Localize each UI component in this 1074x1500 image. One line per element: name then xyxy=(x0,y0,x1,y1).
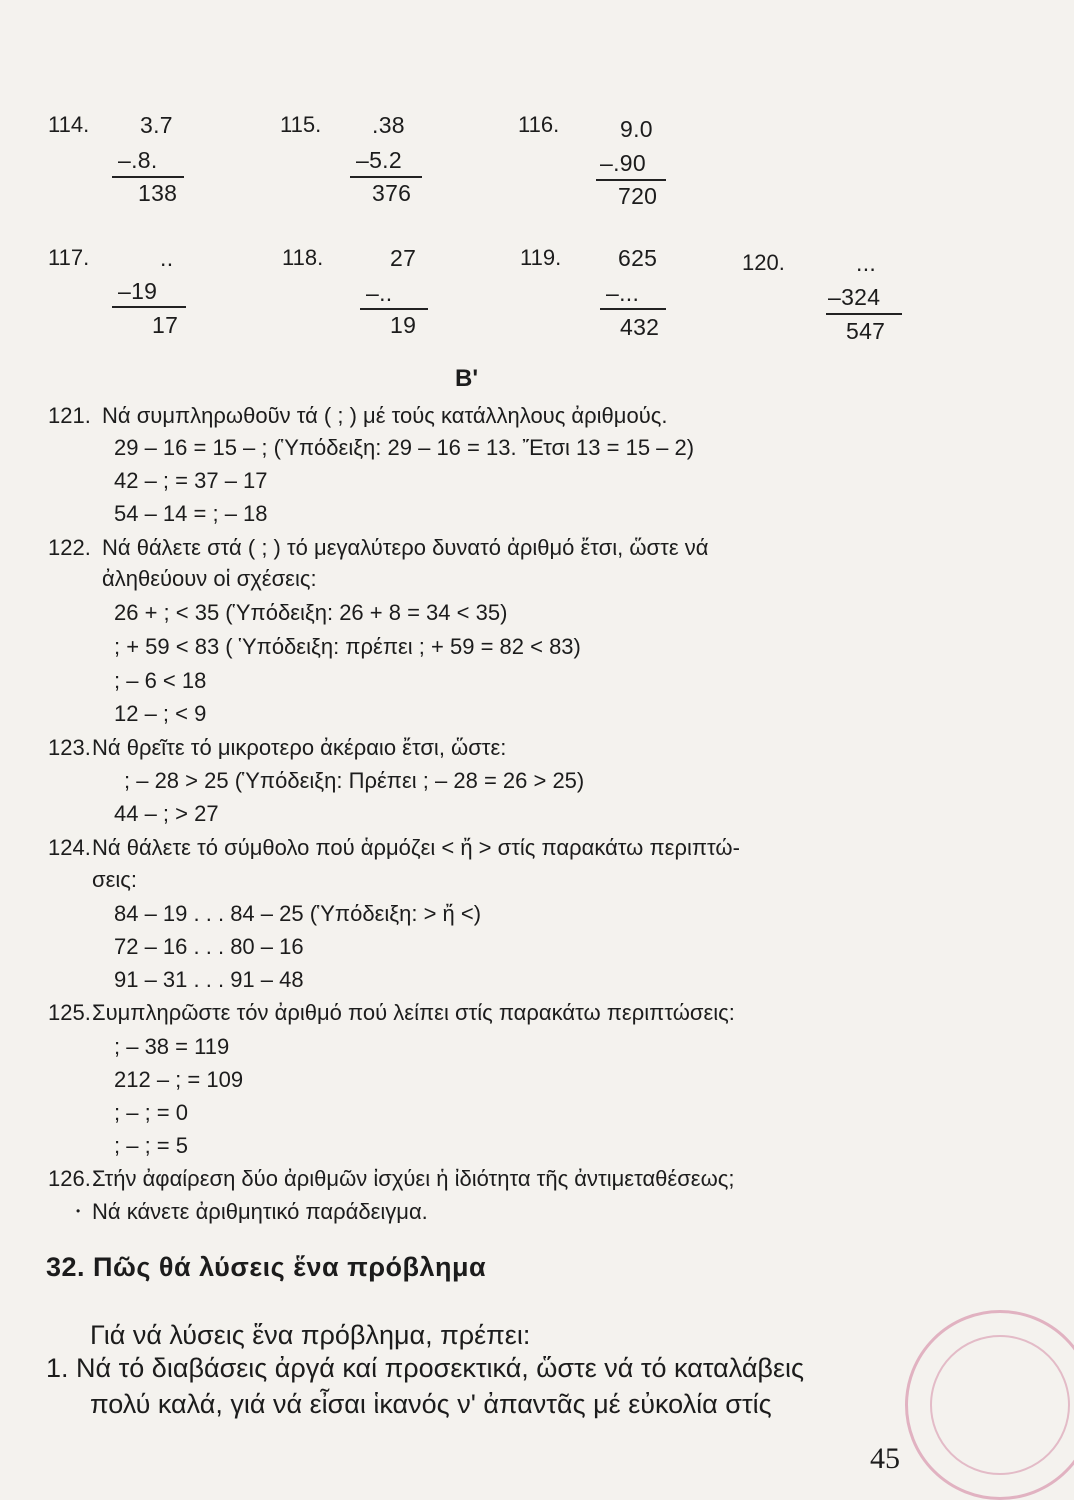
problem-115-rule xyxy=(350,176,422,178)
ex121-line-1: 29 – 16 = 15 – ; (Ὑπόδειξη: 29 – 16 = 13. Ἔτσι 13 = 15 – 2) xyxy=(114,435,695,460)
ex124-line-2: 72 – 16 . . . 80 – 16 xyxy=(114,934,304,959)
section-32-title: 32. Πῶς θά λύσεις ἕνα πρόβλημα xyxy=(46,1252,487,1282)
problem-116-rule xyxy=(596,179,666,181)
problem-116-top: 9.0 xyxy=(620,116,653,142)
problem-116-result: 720 xyxy=(618,183,658,209)
ex123-number: 123. xyxy=(48,735,91,760)
ex125-line-3: ; – ; = 0 xyxy=(114,1100,188,1125)
ex123-text: Νά θρεῖτε τό μικροτερο ἀκέραιο ἔτσι, ὥστε: xyxy=(92,735,507,760)
problem-117-rule xyxy=(112,306,186,308)
ex124-text-1: Νά θάλετε τό σύμθολο πού ἁρμόζει < ἤ > στίς παρακάτω περιπτώ- xyxy=(92,835,740,860)
problem-114-rule xyxy=(112,176,184,178)
problem-115-subtrahend: –5.2 xyxy=(356,147,402,173)
ex122-line-4: 12 – ; < 9 xyxy=(114,701,207,726)
problem-120-result: 547 xyxy=(846,318,886,344)
problem-119-subtrahend: –... xyxy=(606,280,640,306)
ex122-line-3: ; – 6 < 18 xyxy=(114,668,207,693)
section-b-heading: Β' xyxy=(455,365,479,392)
ex122-line-2: ; + 59 < 83 ( Ὑπόδειξη: πρέπει ; + 59 = 82 < 83) xyxy=(114,634,581,659)
library-seal-stamp xyxy=(905,1310,1074,1500)
problem-118-subtrahend: –.. xyxy=(366,280,393,306)
problem-114-number: 114. xyxy=(48,112,90,137)
ex126-text-1: Στήν ἀφαίρεση δύο ἀριθμῶν ἰσχύει ἡ ἰδιότητα τῆς ἀντιμεταθέσεως; xyxy=(92,1166,735,1191)
ex122-text-2: ἀληθεύουν οἱ σχέσεις: xyxy=(102,566,317,591)
problem-114-top: 3.7 xyxy=(140,112,173,138)
bullet-dot-icon: • xyxy=(76,1204,81,1218)
problem-119-number: 119. xyxy=(520,245,562,270)
page-number: 45 xyxy=(870,1442,900,1475)
section-32-intro: Γιά νά λύσεις ἕνα πρόβλημα, πρέπει: xyxy=(90,1320,531,1350)
problem-117-subtrahend: –19 xyxy=(118,278,158,304)
problem-120-top: ... xyxy=(856,250,877,276)
problem-120-rule xyxy=(826,313,902,315)
problem-118-number: 118. xyxy=(282,245,324,270)
problem-116-subtrahend: –.90 xyxy=(600,150,646,176)
ex121-line-3: 54 – 14 = ; – 18 xyxy=(114,501,268,526)
problem-119-rule xyxy=(600,308,666,310)
ex125-number: 125. xyxy=(48,1000,91,1025)
problem-120-subtrahend: –324 xyxy=(828,284,881,310)
ex125-line-4: ; – ; = 5 xyxy=(114,1133,188,1158)
problem-115-result: 376 xyxy=(372,180,412,206)
ex126-text-2: Νά κάνετε ἀριθμητικό παράδειγμα. xyxy=(92,1199,428,1224)
problem-120-number: 120. xyxy=(742,250,785,275)
ex122-text-1: Νά θάλετε στά ( ; ) τό μεγαλύτερο δυνατό ἀριθμό ἔτσι, ὥστε νά xyxy=(102,535,709,560)
problem-117-result: 17 xyxy=(152,312,179,338)
problem-114-subtrahend: –.8. xyxy=(118,147,158,173)
problem-116-number: 116. xyxy=(518,112,560,137)
problem-117-top: .. xyxy=(160,245,174,271)
ex123-line-1: ; – 28 > 25 (Ὑπόδειξη: Πρέπει ; – 28 = 26 > 25) xyxy=(124,768,585,793)
section-32-item-1-line-1: 1. Νά τό διαβάσεις ἀργά καί προσεκτικά, ὥστε νά τό καταλάβεις xyxy=(46,1353,805,1383)
ex124-line-3: 91 – 31 . . . 91 – 48 xyxy=(114,967,304,992)
ex124-text-2: σεις: xyxy=(92,867,137,892)
ex126-number: 126. xyxy=(48,1166,91,1191)
section-32-item-1-line-2: πολύ καλά, γιά νά εἶσαι ἱκανός ν' ἀπαντᾶς μέ εὐκολία στίς xyxy=(90,1389,772,1419)
ex124-line-1: 84 – 19 . . . 84 – 25 (Ὑπόδειξη: > ἤ <) xyxy=(114,901,482,926)
ex121-line-2: 42 – ; = 37 – 17 xyxy=(114,468,268,493)
problem-118-rule xyxy=(360,308,428,310)
problem-118-result: 19 xyxy=(390,312,417,338)
problem-119-result: 432 xyxy=(620,314,660,340)
ex125-text: Συμπληρῶστε τόν ἀριθμό πού λείπει στίς παρακάτω περιπτώσεις: xyxy=(92,1000,735,1025)
problem-114-result: 138 xyxy=(138,180,178,206)
ex124-number: 124. xyxy=(48,835,91,860)
ex125-line-2: 212 – ; = 109 xyxy=(114,1067,244,1092)
problem-117-number: 117. xyxy=(48,245,90,270)
ex121-text: Νά συμπληρωθοῦν τά ( ; ) μέ τούς κατάλληλους ἀριθμούς. xyxy=(102,403,668,428)
ex121-number: 121. xyxy=(48,403,91,428)
problem-118-top: 27 xyxy=(390,245,417,271)
ex123-line-2: 44 – ; > 27 xyxy=(114,801,219,826)
problem-115-top: .38 xyxy=(372,112,405,138)
problem-119-top: 625 xyxy=(618,245,658,271)
problem-115-number: 115. xyxy=(280,112,322,137)
ex122-line-1: 26 + ; < 35 (Ὑπόδειξη: 26 + 8 = 34 < 35) xyxy=(114,600,508,625)
bleed-through-decoration xyxy=(60,92,378,118)
ex125-line-1: ; – 38 = 119 xyxy=(114,1034,230,1059)
ex122-number: 122. xyxy=(48,535,91,560)
